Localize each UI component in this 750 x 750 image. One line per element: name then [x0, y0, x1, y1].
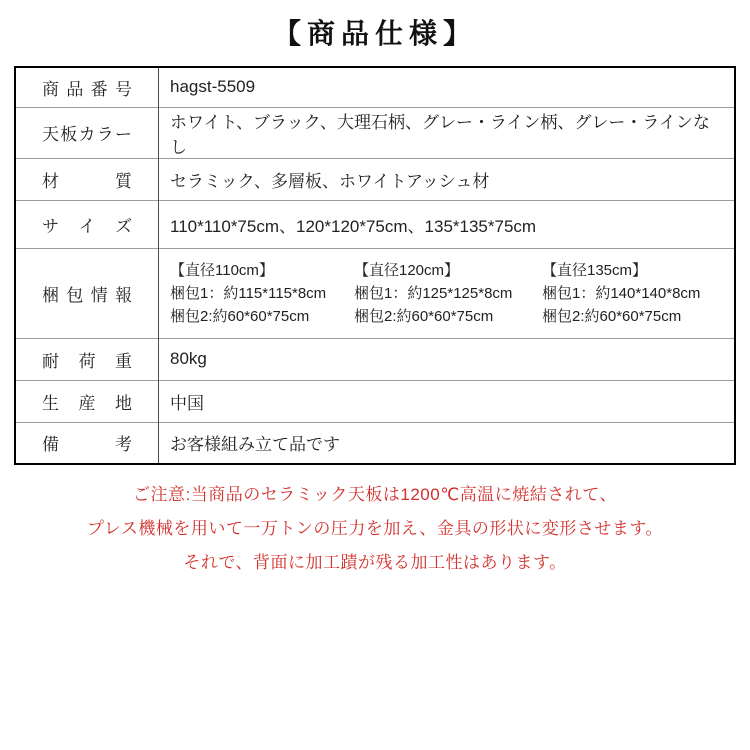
- notice-line: ご注意:当商品のセラミック天板は1200℃高温に焼結されて、: [133, 485, 617, 504]
- table-row-material: [15, 158, 735, 200]
- row-label: サ イ ズ: [42, 216, 132, 236]
- row-label: 梱 包 情 報: [42, 285, 132, 305]
- packing-title: 【直径120cm】: [354, 261, 460, 279]
- row-label: 備 考: [42, 435, 132, 455]
- packing-line: 梱包2:約60*60*75cm: [542, 307, 682, 325]
- notice-line: プレス機械を用いて一万トンの圧力を加え、金具の形状に変形させます。: [87, 519, 663, 538]
- row-label: 材 質: [42, 171, 132, 191]
- row-label: 天 板 カ ラ ー: [42, 125, 132, 144]
- table-row-production-place: [15, 380, 735, 422]
- packing-title: 【直径110cm】: [170, 261, 274, 279]
- row-value: 中国: [170, 393, 204, 413]
- packing-title: 【直径135cm】: [542, 261, 648, 279]
- notice-line: それで、背面に加工蹟が残る加工性はあります。: [183, 553, 567, 572]
- row-label: 商 品 番 号: [42, 79, 132, 99]
- notice-text: [0, 478, 750, 580]
- packing-column-135: [542, 259, 700, 328]
- packing-info: [170, 259, 726, 328]
- row-label: 生 産 地: [42, 393, 132, 413]
- page-title: 【商品仕様】: [272, 18, 477, 49]
- table-row-size: [15, 200, 735, 248]
- row-label: 耐 荷 重: [42, 351, 132, 371]
- packing-line: 梱包1：約115*115*8cm: [170, 284, 327, 302]
- row-value: 110*110*75cm、120*120*75cm、135*135*75cm: [170, 216, 537, 236]
- row-value: 80kg: [170, 349, 207, 368]
- table-row-product-number: [15, 67, 735, 107]
- spec-table: [14, 66, 736, 465]
- table-row-load-capacity: [15, 338, 735, 380]
- table-row-top-color: [15, 107, 735, 158]
- packing-column-110: [170, 259, 354, 328]
- packing-line: 梱包2:約60*60*75cm: [170, 307, 310, 325]
- row-value: お客様組み立て品です: [170, 435, 340, 455]
- table-row-remarks: [15, 422, 735, 464]
- table-row-packing-info: [15, 248, 735, 338]
- packing-line: 梱包1：約125*125*8cm: [354, 284, 513, 302]
- row-value: セラミック、多層板、ホワイトアッシュ材: [170, 171, 490, 191]
- packing-line: 梱包1：約140*140*8cm: [542, 284, 701, 302]
- packing-column-120: [354, 259, 542, 328]
- row-value: ホワイト、ブラック、大理石柄、グレー・ライン柄、グレー・ラインなし: [170, 112, 710, 157]
- row-value: hagst-5509: [170, 77, 256, 97]
- packing-line: 梱包2:約60*60*75cm: [354, 307, 494, 325]
